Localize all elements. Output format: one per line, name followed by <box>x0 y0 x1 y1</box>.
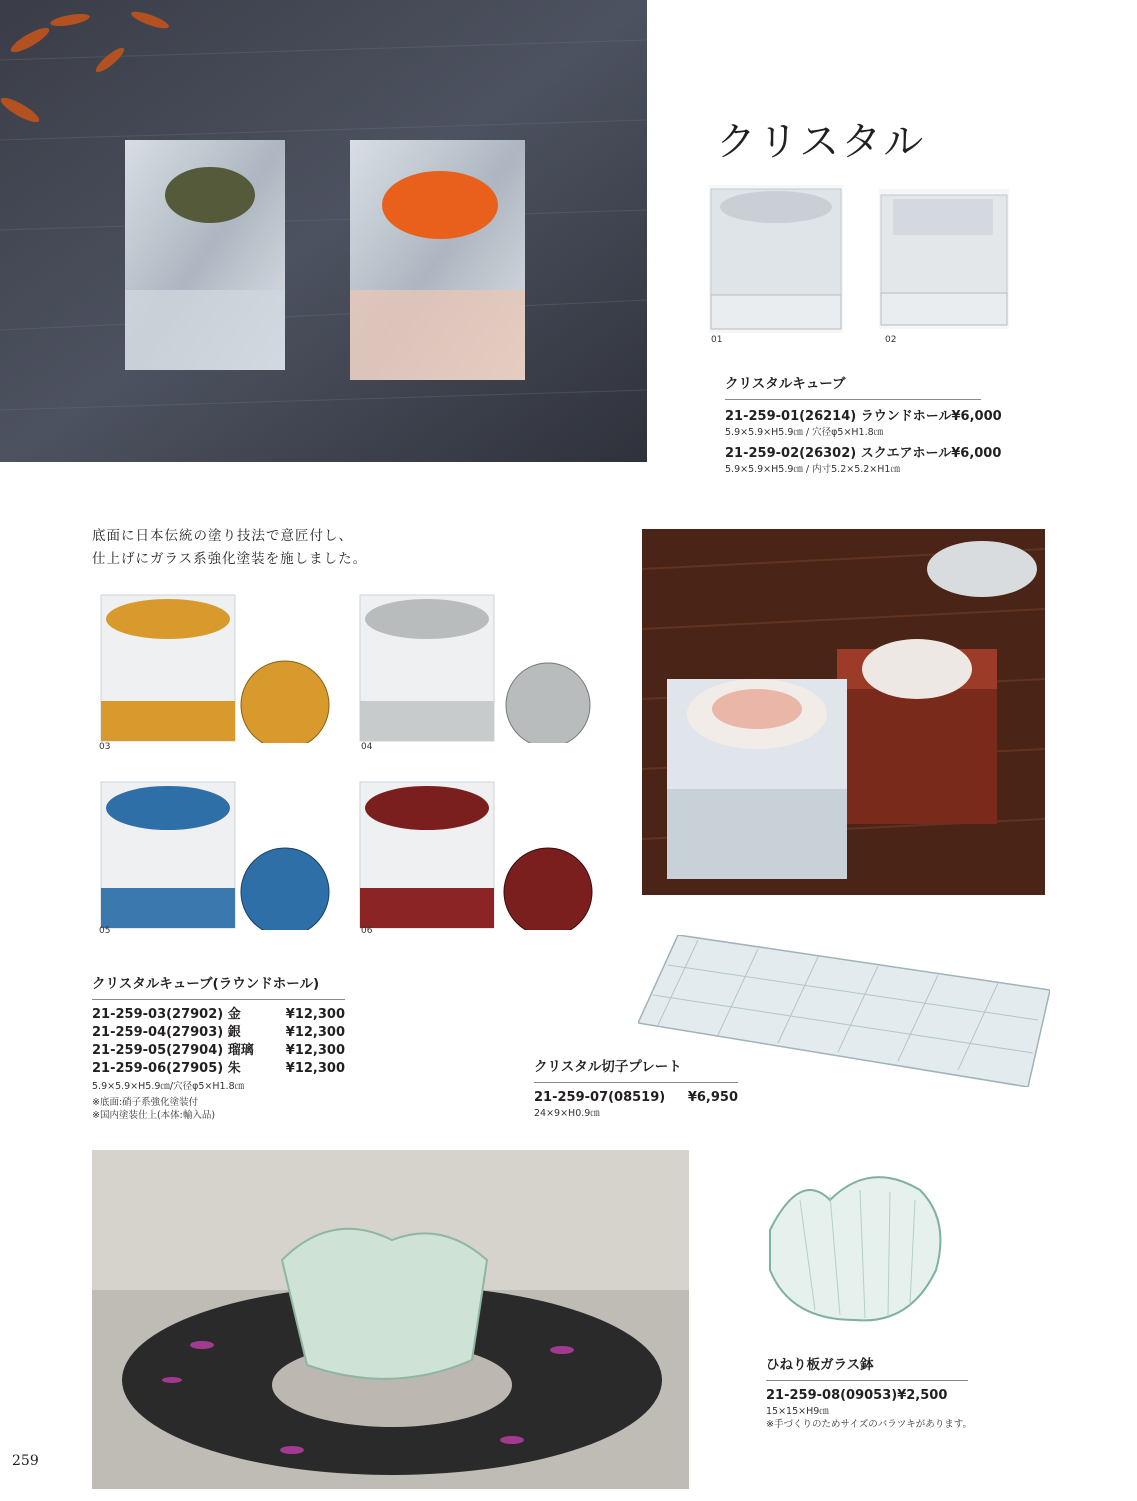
table-row <box>766 1387 948 1405</box>
product-photo-05 <box>97 780 337 930</box>
product-price: ¥12,300 <box>285 1007 345 1022</box>
table-row <box>92 1060 345 1078</box>
kiriko-plate-title: クリスタル切子プレート <box>534 1055 738 1083</box>
product-price: ¥6,950 <box>687 1090 738 1105</box>
description-line: 底面に日本伝統の塗り技法で意匠付し、 <box>92 528 353 544</box>
table-row <box>92 1006 345 1024</box>
kiriko-plate-spec <box>534 1055 738 1120</box>
item-label-03: 03 <box>99 742 111 752</box>
item-label-01: 01 <box>711 335 723 345</box>
section-title: クリスタル <box>716 119 926 165</box>
product-photo-03 <box>97 593 337 743</box>
table-row <box>92 1024 345 1042</box>
product-code: 21-259-02(26302) スクエアホール <box>725 446 952 461</box>
item-label-04: 04 <box>361 742 373 752</box>
item-label-05: 05 <box>99 926 111 936</box>
hineri-bowl-spec <box>766 1353 972 1431</box>
table-row <box>92 1042 345 1060</box>
item-label-02: 02 <box>885 335 897 345</box>
hero-photo-crystal-cubes <box>0 0 647 462</box>
product-photo-02 <box>879 189 1009 329</box>
crystal-cube-row <box>725 408 1002 439</box>
description <box>92 525 367 571</box>
product-price: ¥6,000 <box>951 446 1002 461</box>
crystal-cube-spec <box>725 372 1002 476</box>
crystal-cube-round-title: クリスタルキューブ(ラウンドホール) <box>92 972 345 1000</box>
product-photo-04 <box>358 593 598 743</box>
product-price: ¥12,300 <box>285 1043 345 1058</box>
product-price: ¥2,500 <box>897 1388 948 1403</box>
product-spec: 5.9×5.9×H5.9㎝ / 穴径φ5×H1.8㎝ <box>725 427 884 438</box>
crystal-cube-row <box>725 445 1002 476</box>
crystal-cube-round-spec <box>92 972 345 1122</box>
product-note: ※底面:硝子系強化塗装付 <box>92 1097 199 1108</box>
product-code: 21-259-08(09053) <box>766 1388 898 1403</box>
item-label-06: 06 <box>361 926 373 936</box>
product-spec: 5.9×5.9×H5.9㎝ / 内寸5.2×5.2×H1㎝ <box>725 464 900 475</box>
crystal-cube-title: クリスタルキューブ <box>725 372 981 400</box>
product-code: 21-259-01(26214) ラウンドホール <box>725 409 952 424</box>
page-number: 259 <box>12 1453 39 1469</box>
table-row <box>534 1089 738 1107</box>
product-spec: 24×9×H0.9㎝ <box>534 1108 600 1119</box>
product-price: ¥6,000 <box>951 409 1002 424</box>
product-photo-01 <box>709 185 843 333</box>
product-price: ¥12,300 <box>285 1061 345 1076</box>
product-photo-hineri-bowl <box>760 1160 946 1330</box>
scene-photo-glass-bowl <box>92 1150 689 1489</box>
product-note: ※国内塗装仕上(本体:輸入品) <box>92 1110 216 1121</box>
product-note: ※手づくりのためサイズのバラツキがあります。 <box>766 1419 972 1430</box>
product-code: 21-259-07(08519) <box>534 1090 666 1105</box>
product-price: ¥12,300 <box>285 1025 345 1040</box>
product-code: 21-259-06(27905) 朱 <box>92 1061 241 1076</box>
product-photo-06 <box>358 780 598 930</box>
product-spec: 5.9×5.9×H5.9㎝/穴径φ5×H1.8㎝ <box>92 1081 245 1092</box>
product-code: 21-259-05(27904) 瑠璃 <box>92 1043 254 1058</box>
product-code: 21-259-03(27902) 金 <box>92 1007 241 1022</box>
hineri-bowl-title: ひねり板ガラス鉢 <box>766 1353 968 1381</box>
scene-photo-sashimi-cubes <box>642 529 1045 895</box>
product-spec: 15×15×H9㎝ <box>766 1406 829 1417</box>
description-line: 仕上げにガラス系強化塗装を施しました。 <box>92 551 368 567</box>
product-code: 21-259-04(27903) 銀 <box>92 1025 241 1040</box>
